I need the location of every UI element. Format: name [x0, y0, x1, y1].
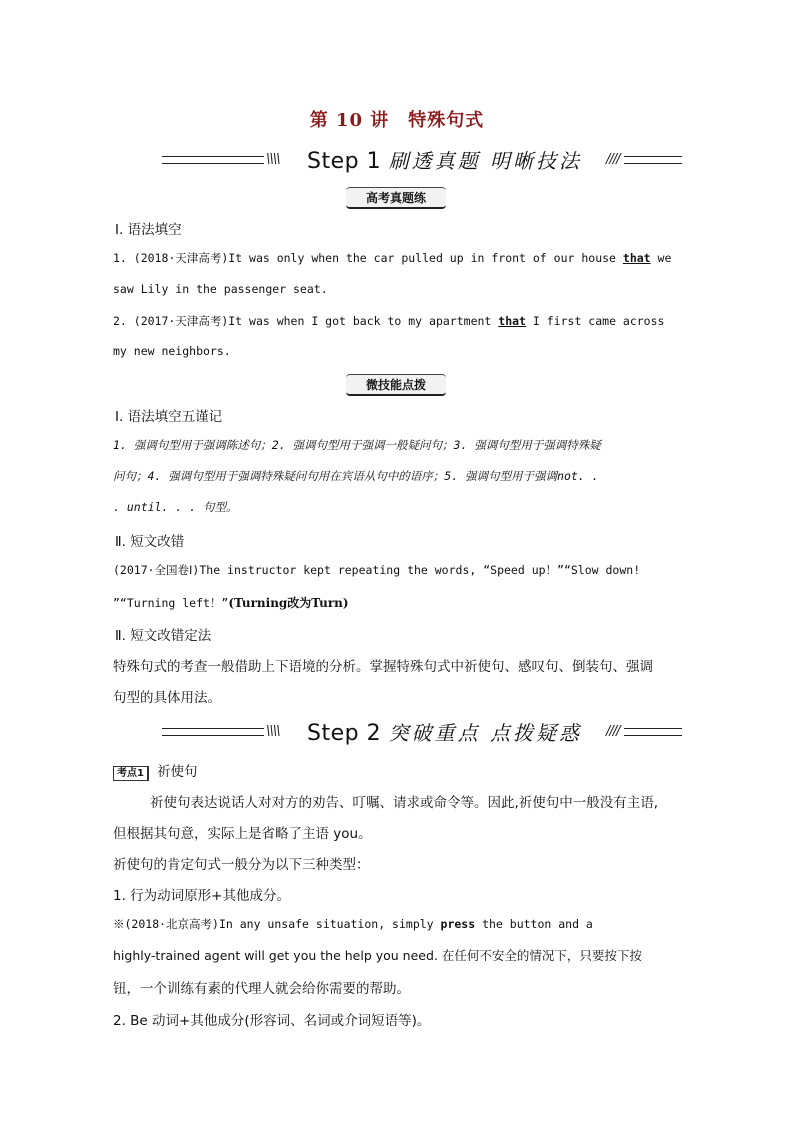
section-badge-skill: 微技能点拨	[346, 374, 446, 396]
imperative-p1-line-1: 祈使句表达说话人对对方的劝告、叮嘱、请求或命令等。因此,祈使句中一般没有主语,	[150, 795, 659, 811]
heading-correction-method: Ⅱ. 短文改错定法	[115, 628, 212, 644]
imperative-type-2: 2. Be 动词+其他成分(形容词、名词或介词短语等)。	[113, 1013, 431, 1029]
correction-line-1: (2017·全国卷Ⅰ)The instructor kept repeating the words, “Speed up！”“Slow down!	[113, 563, 641, 577]
question-2-line-2: my new neighbors.	[113, 344, 231, 358]
imperative-p1-line-2: 但根据其句意，实际上是省略了主语 you。	[113, 826, 372, 842]
heading-grammar-fill: Ⅰ. 语法填空	[115, 222, 182, 238]
answer-1: that	[622, 251, 651, 265]
example-line-3: 钮，一个训练有素的代理人就会给你需要的帮助。	[113, 981, 410, 997]
imperative-type-1: 1. 行为动词原形+其他成分。	[113, 888, 290, 904]
decor-rule-left-2	[162, 728, 264, 736]
step1-heading	[307, 145, 582, 174]
step1-subtitle: 刷透真题 明晰技法	[388, 149, 582, 173]
decor-slashes-right-2: ////	[606, 724, 620, 739]
example-line-2: highly-trained agent will get you the help you need. 在任何不安全的情况下，只要按下按	[113, 948, 642, 963]
step1-label: Step 1	[307, 149, 382, 174]
page-title: 第 10 讲 特殊句式	[309, 110, 485, 131]
tip-line-2: 问句；4. 强调句型用于强调特殊疑问句用在宾语从句中的语序；5. 强调句型用于强调not. .	[113, 469, 599, 483]
tip-line-3: . until. . . 句型。	[113, 500, 238, 514]
question-1-line-2: saw Lily in the passenger seat.	[113, 282, 328, 296]
example-line-1: ※(2018·北京高考)In any unsafe situation, simply press the button and a	[113, 917, 593, 931]
step2-heading	[307, 717, 582, 746]
method-line-1: 特殊句式的考查一般借助上下语境的分析。掌握特殊句式中祈使句、感叹句、倒装句、强调	[113, 659, 653, 675]
question-2-line-1: 2. (2017·天津高考)It was when I got back to my apartment that I first came across	[113, 314, 665, 328]
example-keyword: press	[440, 917, 476, 931]
decor-slashes-right: ////	[606, 152, 620, 167]
correction-line-2: ”“Turning left！”(Turning改为Turn)	[113, 596, 349, 610]
decor-rule-right-2	[624, 728, 682, 736]
section-badge-gaokao: 高考真题练	[346, 187, 446, 209]
question-1-line-1: 1. (2018·天津高考)It was only when the car pulled up in front of our house that we	[113, 251, 672, 265]
kaodian-title: 祈使句	[156, 764, 198, 780]
kaodian-1-row	[113, 760, 197, 781]
decor-rule-left	[162, 156, 264, 164]
tip-line-1: 1. 强调句型用于强调陈述句；2. 强调句型用于强调一般疑问句；3. 强调句型用于强调特殊疑	[113, 438, 601, 452]
imperative-p2: 祈使句的肯定句式一般分为以下三种类型：	[113, 857, 370, 873]
decor-slashes-left: \\\\	[266, 152, 280, 167]
heading-five-rules: Ⅰ. 语法填空五谨记	[115, 409, 223, 425]
step2-subtitle: 突破重点 点拨疑惑	[388, 721, 582, 745]
method-line-2: 句型的具体用法。	[113, 690, 221, 706]
correction-answer: (Turning改为Turn)	[228, 596, 349, 610]
step2-label: Step 2	[307, 721, 382, 746]
decor-rule-right	[624, 156, 682, 164]
decor-slashes-left-2: \\\\	[266, 724, 280, 739]
heading-error-correction: Ⅱ. 短文改错	[115, 534, 185, 550]
answer-2: that	[498, 314, 526, 328]
kaodian-badge: 考点1	[113, 766, 149, 781]
